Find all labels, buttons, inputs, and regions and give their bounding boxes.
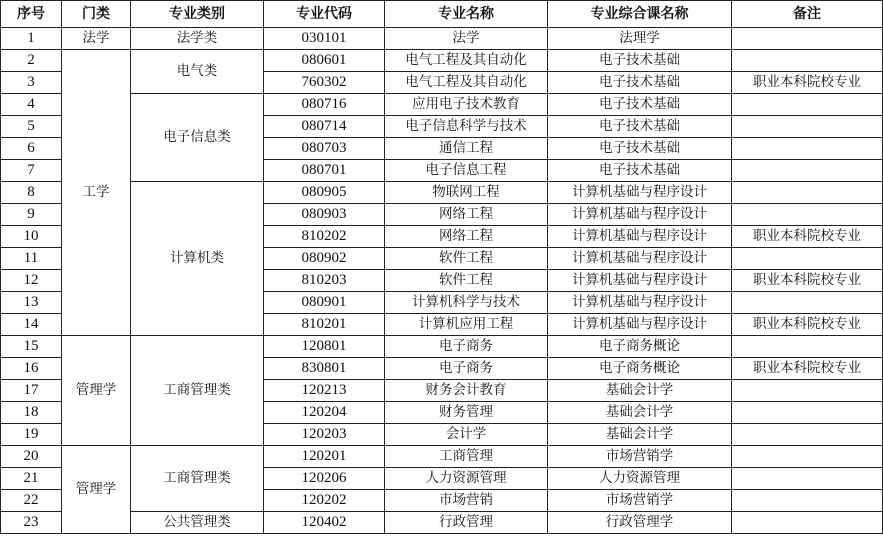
cell-code: 120202 (264, 490, 385, 512)
cell-code: 120206 (264, 468, 385, 490)
cell-note: 职业本科院校专业 (732, 270, 883, 292)
cell-code: 830801 (264, 358, 385, 380)
cell-note (732, 468, 883, 490)
cell-no: 23 (1, 512, 62, 534)
cell-name: 电气工程及其自动化 (385, 50, 548, 72)
cell-major-type: 计算机类 (131, 182, 264, 336)
cell-no: 4 (1, 94, 62, 116)
cell-note: 职业本科院校专业 (732, 72, 883, 94)
cell-note (732, 116, 883, 138)
cell-course: 计算机基础与程序设计 (548, 248, 732, 270)
cell-no: 20 (1, 446, 62, 468)
cell-course: 市场营销学 (548, 490, 732, 512)
cell-course: 电子商务概论 (548, 358, 732, 380)
cell-course: 电子商务概论 (548, 336, 732, 358)
cell-code: 120201 (264, 446, 385, 468)
cell-no: 11 (1, 248, 62, 270)
header-course-name: 专业综合课名称 (548, 1, 732, 28)
table-row (1, 446, 883, 468)
cell-no: 14 (1, 314, 62, 336)
cell-code: 080703 (264, 138, 385, 160)
cell-no: 21 (1, 468, 62, 490)
cell-code: 080901 (264, 292, 385, 314)
cell-code: 080701 (264, 160, 385, 182)
cell-note (732, 94, 883, 116)
cell-name: 计算机科学与技术 (385, 292, 548, 314)
cell-major-type: 工商管理类 (131, 336, 264, 446)
cell-code: 810201 (264, 314, 385, 336)
cell-name: 财务管理 (385, 402, 548, 424)
cell-course: 电子技术基础 (548, 116, 732, 138)
header-row (1, 1, 883, 28)
cell-note (732, 182, 883, 204)
cell-name: 应用电子技术教育 (385, 94, 548, 116)
cell-name: 软件工程 (385, 248, 548, 270)
cell-course: 行政管理学 (548, 512, 732, 534)
cell-code: 080902 (264, 248, 385, 270)
cell-course: 计算机基础与程序设计 (548, 270, 732, 292)
table-row (1, 94, 883, 116)
cell-name: 物联网工程 (385, 182, 548, 204)
cell-code: 080714 (264, 116, 385, 138)
cell-note (732, 380, 883, 402)
cell-name: 网络工程 (385, 204, 548, 226)
cell-note: 职业本科院校专业 (732, 226, 883, 248)
cell-no: 13 (1, 292, 62, 314)
cell-name: 电子信息科学与技术 (385, 116, 548, 138)
cell-code: 120213 (264, 380, 385, 402)
cell-course: 基础会计学 (548, 380, 732, 402)
cell-code: 080905 (264, 182, 385, 204)
cell-note: 职业本科院校专业 (732, 314, 883, 336)
cell-course: 计算机基础与程序设计 (548, 226, 732, 248)
cell-name: 电子商务 (385, 336, 548, 358)
cell-code: 120402 (264, 512, 385, 534)
cell-name: 工商管理 (385, 446, 548, 468)
cell-no: 19 (1, 424, 62, 446)
cell-code: 120801 (264, 336, 385, 358)
cell-no: 1 (1, 28, 62, 50)
cell-course: 计算机基础与程序设计 (548, 314, 732, 336)
cell-name: 计算机应用工程 (385, 314, 548, 336)
table-row (1, 336, 883, 358)
table-row (1, 512, 883, 534)
header-note: 备注 (732, 1, 883, 28)
cell-code: 810202 (264, 226, 385, 248)
cell-course: 法理学 (548, 28, 732, 50)
cell-no: 8 (1, 182, 62, 204)
cell-name: 人力资源管理 (385, 468, 548, 490)
cell-major-type: 工商管理类 (131, 446, 264, 512)
cell-no: 15 (1, 336, 62, 358)
cell-no: 17 (1, 380, 62, 402)
header-no: 序号 (1, 1, 62, 28)
cell-no: 18 (1, 402, 62, 424)
cell-note (732, 402, 883, 424)
cell-code: 030101 (264, 28, 385, 50)
cell-no: 6 (1, 138, 62, 160)
cell-note (732, 292, 883, 314)
cell-name: 网络工程 (385, 226, 548, 248)
table-row (1, 28, 883, 50)
cell-course: 基础会计学 (548, 424, 732, 446)
cell-course: 电子技术基础 (548, 138, 732, 160)
cell-no: 22 (1, 490, 62, 512)
cell-code: 810203 (264, 270, 385, 292)
cell-no: 7 (1, 160, 62, 182)
cell-name: 会计学 (385, 424, 548, 446)
cell-major-type: 公共管理类 (131, 512, 264, 534)
cell-code: 080601 (264, 50, 385, 72)
cell-note (732, 336, 883, 358)
cell-name: 电气工程及其自动化 (385, 72, 548, 94)
header-category: 门类 (62, 1, 131, 28)
cell-note (732, 490, 883, 512)
cell-major-type: 电气类 (131, 50, 264, 94)
cell-no: 9 (1, 204, 62, 226)
cell-note (732, 424, 883, 446)
cell-course: 电子技术基础 (548, 72, 732, 94)
cell-course: 计算机基础与程序设计 (548, 182, 732, 204)
cell-no: 16 (1, 358, 62, 380)
cell-course: 电子技术基础 (548, 94, 732, 116)
cell-note (732, 512, 883, 534)
cell-no: 12 (1, 270, 62, 292)
cell-code: 760302 (264, 72, 385, 94)
cell-name: 通信工程 (385, 138, 548, 160)
cell-name: 电子商务 (385, 358, 548, 380)
cell-code: 120203 (264, 424, 385, 446)
cell-note (732, 204, 883, 226)
cell-course: 人力资源管理 (548, 468, 732, 490)
cell-category: 管理学 (62, 336, 131, 446)
cell-note (732, 446, 883, 468)
cell-name: 行政管理 (385, 512, 548, 534)
cell-note (732, 50, 883, 72)
cell-category: 工学 (62, 50, 131, 336)
cell-course: 计算机基础与程序设计 (548, 204, 732, 226)
cell-name: 市场营销 (385, 490, 548, 512)
table-row (1, 50, 883, 72)
cell-name: 法学 (385, 28, 548, 50)
cell-course: 市场营销学 (548, 446, 732, 468)
cell-name: 软件工程 (385, 270, 548, 292)
cell-note (732, 160, 883, 182)
cell-code: 080716 (264, 94, 385, 116)
cell-category: 法学 (62, 28, 131, 50)
cell-note (732, 138, 883, 160)
header-major-code: 专业代码 (264, 1, 385, 28)
header-major-type: 专业类别 (131, 1, 264, 28)
cell-no: 10 (1, 226, 62, 248)
cell-major-type: 法学类 (131, 28, 264, 50)
cell-course: 计算机基础与程序设计 (548, 292, 732, 314)
cell-name: 电子信息工程 (385, 160, 548, 182)
cell-no: 5 (1, 116, 62, 138)
header-major-name: 专业名称 (385, 1, 548, 28)
cell-course: 电子技术基础 (548, 50, 732, 72)
cell-no: 2 (1, 50, 62, 72)
cell-category: 管理学 (62, 446, 131, 534)
cell-no: 3 (1, 72, 62, 94)
cell-code: 080903 (264, 204, 385, 226)
cell-note (732, 28, 883, 50)
cell-note (732, 248, 883, 270)
cell-major-type: 电子信息类 (131, 94, 264, 182)
cell-name: 财务会计教育 (385, 380, 548, 402)
cell-note: 职业本科院校专业 (732, 358, 883, 380)
table-row (1, 182, 883, 204)
cell-course: 电子技术基础 (548, 160, 732, 182)
cell-course: 基础会计学 (548, 402, 732, 424)
cell-code: 120204 (264, 402, 385, 424)
